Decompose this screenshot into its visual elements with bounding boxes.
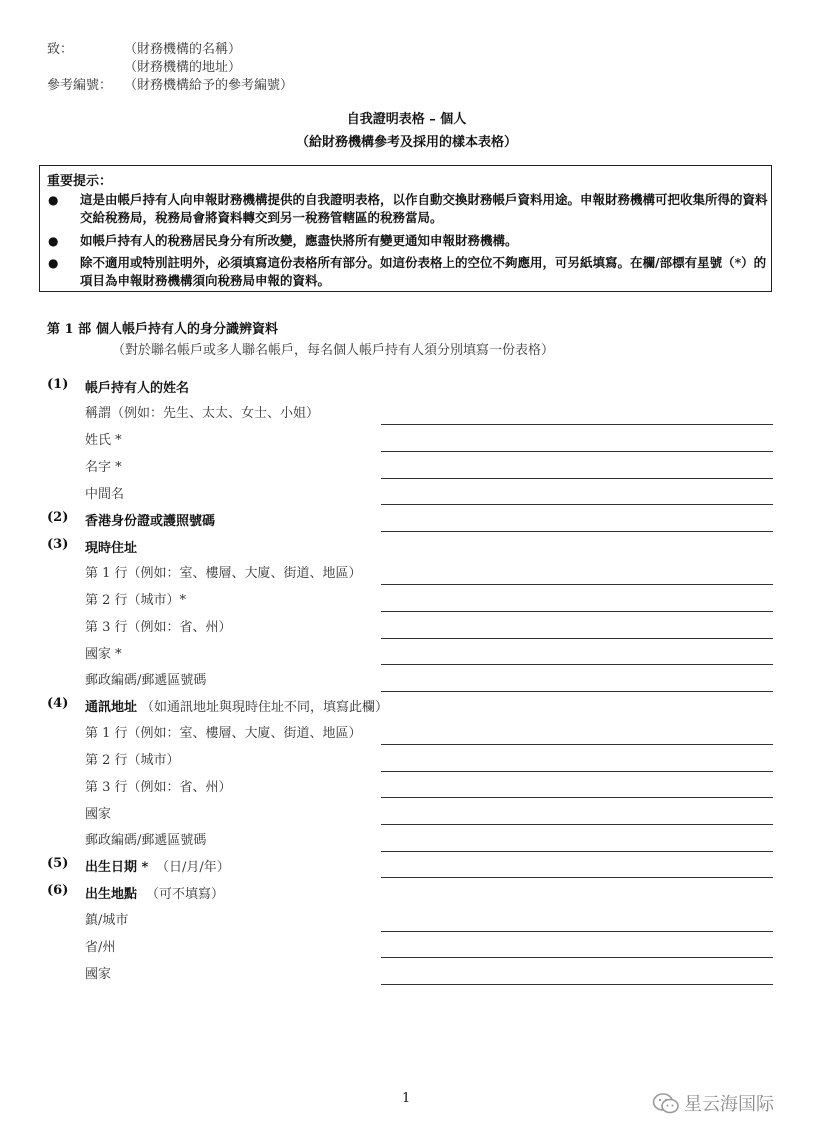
middle-name-line[interactable] bbox=[381, 504, 773, 505]
mail-line3-label: 第 3 行（例如：省、州） bbox=[85, 780, 232, 795]
section-3-number: (3) bbox=[47, 537, 69, 552]
part1-note: （對於聯名帳戶或多人聯名帳戶，每名個人帳戶持有人須分別填寫一份表格） bbox=[112, 343, 555, 358]
birth-province-line[interactable] bbox=[381, 957, 773, 958]
surname-label: 姓氏 * bbox=[85, 433, 122, 448]
section-4-number: (4) bbox=[47, 696, 69, 711]
watermark-text: 星云海国际 bbox=[684, 1094, 774, 1115]
res-country-line[interactable] bbox=[381, 664, 773, 665]
birth-town-label: 鎮/城市 bbox=[85, 913, 129, 928]
mail-line2-line[interactable] bbox=[381, 771, 773, 772]
section-3-title: 現時住址 bbox=[85, 541, 138, 556]
res-line2-line[interactable] bbox=[381, 611, 773, 612]
mail-postcode-label: 郵政編碼/郵遞區號碼 bbox=[85, 833, 207, 848]
res-line3-label: 第 3 行（例如：省、州） bbox=[85, 620, 232, 635]
res-line2-label: 第 2 行（城市）* bbox=[85, 593, 187, 608]
notice-bullet-1: 這是由帳戶持有人向申報財務機構提供的自我證明表格，以作自動交換財務帳戶資料用途。申報財務機構可把收集所得的資料交給稅務局，稅務局會將資料轉交到另一稅務管轄區的稅務當局。 bbox=[80, 192, 768, 225]
bullet-icon: ● bbox=[48, 256, 59, 270]
given-name-label: 名字 * bbox=[85, 460, 122, 475]
mail-country-label: 國家 bbox=[85, 807, 112, 822]
part1-label: 第 1 部 bbox=[47, 322, 92, 337]
res-postcode-label: 郵政編碼/郵遞區號碼 bbox=[85, 673, 207, 688]
important-notice-box bbox=[39, 165, 772, 292]
res-line1-line[interactable] bbox=[381, 584, 773, 585]
section-5-title: 出生日期 * bbox=[85, 860, 149, 875]
section-5-note: （日/月/年） bbox=[156, 860, 230, 875]
section-6-note: （可不填寫） bbox=[146, 887, 225, 902]
section-6-number: (6) bbox=[47, 883, 69, 898]
surname-line[interactable] bbox=[381, 451, 773, 452]
title-field-label: 稱謂（例如：先生、太太、女士、小姐） bbox=[85, 406, 320, 421]
notice-heading: 重要提示： bbox=[47, 174, 113, 189]
notice-bullet-3: 除不適用或特別註明外，必須填寫這份表格所有部分。如這份表格上的空位不夠應用，可另紙填寫。在欄/部標有星號（*）的項目為申報財務機構須向稅務局申報的資料。 bbox=[80, 255, 767, 288]
birth-town-line[interactable] bbox=[381, 931, 773, 932]
res-postcode-line[interactable] bbox=[381, 691, 773, 692]
section-2-title: 香港身份證或護照號碼 bbox=[85, 514, 216, 529]
mail-line3-line[interactable] bbox=[381, 797, 773, 798]
part1-title: 個人帳戶持有人的身分識辨資料 bbox=[96, 322, 279, 337]
watermark bbox=[652, 1090, 802, 1116]
form-subtitle: （給財務機構參考及採用的樣本表格） bbox=[295, 135, 517, 150]
res-country-label: 國家 * bbox=[85, 647, 122, 662]
wechat-icon bbox=[652, 1092, 680, 1116]
fi-name: （財務機構的名稱） bbox=[124, 42, 242, 57]
mail-line1-label: 第 1 行（例如：室、樓層、大廈、街道、地區） bbox=[85, 726, 362, 741]
birth-country-label: 國家 bbox=[85, 967, 112, 982]
given-name-line[interactable] bbox=[381, 478, 773, 479]
section-1-number: (1) bbox=[47, 377, 69, 392]
to-label: 致： bbox=[47, 42, 74, 57]
section-5-number: (5) bbox=[47, 856, 69, 871]
ref-value: （財務機構給予的參考編號） bbox=[124, 78, 294, 93]
middle-name-label: 中間名 bbox=[85, 487, 125, 502]
page-number: 1 bbox=[402, 1091, 411, 1106]
birth-country-line[interactable] bbox=[381, 984, 773, 985]
fi-address: （財務機構的地址） bbox=[124, 60, 242, 75]
ref-label: 參考編號： bbox=[47, 78, 113, 93]
bullet-icon: ● bbox=[48, 234, 59, 248]
section-2-number: (2) bbox=[47, 510, 69, 525]
form-title: 自我證明表格 – 個人 bbox=[346, 112, 467, 127]
res-line3-line[interactable] bbox=[381, 638, 773, 639]
mail-postcode-line[interactable] bbox=[381, 851, 773, 852]
birth-date-line[interactable] bbox=[381, 877, 773, 878]
res-line1-label: 第 1 行（例如：室、樓層、大廈、街道、地區） bbox=[85, 566, 362, 581]
bullet-icon: ● bbox=[48, 193, 59, 207]
mail-country-line[interactable] bbox=[381, 824, 773, 825]
birth-province-label: 省/州 bbox=[85, 940, 116, 955]
title-field-line[interactable] bbox=[381, 424, 773, 425]
id-number-line[interactable] bbox=[381, 531, 773, 532]
section-1-title: 帳戶持有人的姓名 bbox=[85, 381, 190, 396]
section-4-title: 通訊地址 bbox=[85, 700, 138, 715]
mail-line2-label: 第 2 行（城市） bbox=[85, 753, 180, 768]
section-6-title: 出生地點 bbox=[85, 887, 138, 902]
mail-line1-line[interactable] bbox=[381, 744, 773, 745]
section-4-note: （如通訊地址與現時住址不同，填寫此欄） bbox=[141, 700, 389, 715]
notice-bullet-2: 如帳戶持有人的稅務居民身分有所改變，應盡快將所有變更通知申報財務機構。 bbox=[80, 233, 518, 248]
